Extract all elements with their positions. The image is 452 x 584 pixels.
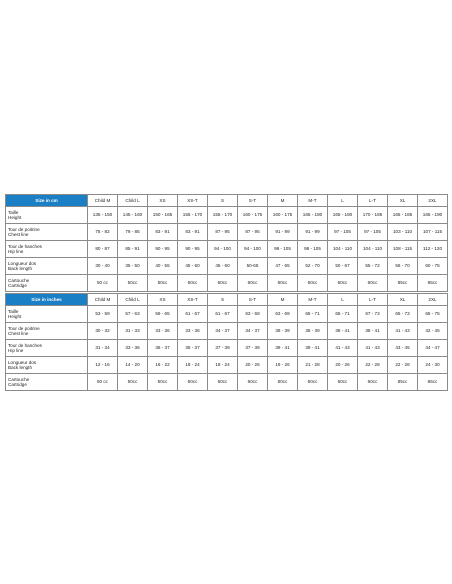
size-value-cell: 85cc <box>388 374 418 391</box>
size-value-cell: 165 - 180 <box>298 207 328 224</box>
size-value-cell: 36 - 39 <box>298 323 328 340</box>
row-label <box>6 224 88 241</box>
size-value-cell: 103 - 110 <box>388 224 418 241</box>
size-value-cell: 57 - 63 <box>118 306 148 323</box>
measurement-row <box>6 207 448 224</box>
size-value-cell: 91 - 99 <box>268 224 298 241</box>
size-value-cell: 98 - 105 <box>268 241 298 258</box>
size-value-cell: 38 - 41 <box>328 323 358 340</box>
row-label-en: Chest line <box>8 232 29 237</box>
size-header: Child M <box>88 195 118 207</box>
measurement-row <box>6 224 448 241</box>
row-label-en: Hip line <box>8 348 24 353</box>
size-value-cell: 165 - 185 <box>388 207 418 224</box>
row-label <box>6 323 88 340</box>
size-value-cell: 24 - 30 <box>418 357 448 374</box>
size-header: XS-T <box>178 294 208 306</box>
size-value-cell: 39 - 41 <box>268 340 298 357</box>
size-header: 2XL <box>418 294 448 306</box>
size-value-cell: 50-65 <box>238 258 268 275</box>
size-value-cell: 60cc <box>298 374 328 391</box>
measurement-row <box>6 275 448 292</box>
size-value-cell: 19 - 26 <box>268 357 298 374</box>
size-value-cell: 31 - 33 <box>118 323 148 340</box>
row-label-fr: Longueur dos <box>8 260 37 266</box>
size-header: XS <box>148 294 178 306</box>
size-value-cell: 31 - 34 <box>88 340 118 357</box>
size-value-cell: 41 - 43 <box>328 340 358 357</box>
size-value-cell: 87 - 95 <box>208 224 238 241</box>
size-value-cell: 85cc <box>388 275 418 292</box>
size-value-cell: 35 - 37 <box>148 340 178 357</box>
row-label-en: Cartridge <box>8 283 27 288</box>
size-value-cell: 60cc <box>208 275 238 292</box>
size-value-cell: 160 - 175 <box>238 207 268 224</box>
size-value-cell: 41 - 43 <box>358 340 388 357</box>
size-value-cell: 38 - 41 <box>358 323 388 340</box>
size-value-cell: 107 - 115 <box>418 224 448 241</box>
size-header: XS <box>148 195 178 207</box>
size-value-cell: 35 - 50 <box>118 258 148 275</box>
size-value-cell: 37 - 39 <box>208 340 238 357</box>
size-value-cell: 35 - 37 <box>178 340 208 357</box>
size-value-cell: 90 - 95 <box>148 241 178 258</box>
size-value-cell: 94 - 100 <box>238 241 268 258</box>
size-value-cell: 40 - 55 <box>148 258 178 275</box>
size-value-cell: 63 - 69 <box>268 306 298 323</box>
size-value-cell: 45 - 60 <box>178 258 208 275</box>
size-value-cell: 55 - 72 <box>358 258 388 275</box>
size-header: Child L <box>118 195 148 207</box>
row-label <box>6 275 88 292</box>
size-header: S <box>208 195 238 207</box>
size-value-cell: 50 cc <box>88 374 118 391</box>
row-label-en: Back length <box>8 365 33 370</box>
size-value-cell: 83 - 91 <box>178 224 208 241</box>
size-value-cell: 94 - 100 <box>208 241 238 258</box>
row-label <box>6 207 88 224</box>
unit-header: Size in cm <box>6 195 88 207</box>
size-value-cell: 108 - 115 <box>388 241 418 258</box>
measurement-row <box>6 306 448 323</box>
size-value-cell: 50cc <box>118 275 148 292</box>
row-label <box>6 374 88 391</box>
unit-header: Size in inches <box>6 294 88 306</box>
size-value-cell: 60cc <box>328 275 358 292</box>
measurement-row <box>6 258 448 275</box>
size-value-cell: 60cc <box>208 374 238 391</box>
size-value-cell: 43 - 45 <box>388 340 418 357</box>
size-header: Child M <box>88 294 118 306</box>
size-value-cell: 18 - 24 <box>208 357 238 374</box>
row-label-en: Height <box>8 215 22 220</box>
size-value-cell: 155 - 170 <box>208 207 238 224</box>
size-value-cell: 75 - 82 <box>88 224 118 241</box>
size-value-cell: 80 - 87 <box>88 241 118 258</box>
size-value-cell: 18 - 24 <box>178 357 208 374</box>
size-header: XS-T <box>178 195 208 207</box>
size-value-cell: 60cc <box>238 374 268 391</box>
size-value-cell: 91 - 99 <box>298 224 328 241</box>
size-value-cell: 12 - 16 <box>88 357 118 374</box>
size-value-cell: 170 - 185 <box>358 207 388 224</box>
row-label-en: Cartridge <box>8 382 27 387</box>
size-value-cell: 50cc <box>148 374 178 391</box>
size-value-cell: 33 - 36 <box>118 340 148 357</box>
row-label-fr: Longueur dos <box>8 359 37 365</box>
measurement-row <box>6 357 448 374</box>
row-label <box>6 258 88 275</box>
size-value-cell: 50cc <box>118 374 148 391</box>
size-value-cell: 65 - 71 <box>328 306 358 323</box>
size-value-cell: 16 - 22 <box>148 357 178 374</box>
measurement-row <box>6 323 448 340</box>
size-value-cell: 60cc <box>238 275 268 292</box>
row-label-en: Back length <box>8 266 33 271</box>
size-value-cell: 63 - 69 <box>238 306 268 323</box>
size-value-cell: 45 - 60 <box>208 258 238 275</box>
row-label <box>6 306 88 323</box>
size-value-cell: 33 - 36 <box>148 323 178 340</box>
size-header: L <box>328 195 358 207</box>
measurement-row <box>6 241 448 258</box>
size-value-cell: 60cc <box>268 275 298 292</box>
size-value-cell: 30 - 40 <box>88 258 118 275</box>
size-value-cell: 135 - 150 <box>88 207 118 224</box>
size-header: M <box>268 294 298 306</box>
size-value-cell: 165 - 180 <box>328 207 358 224</box>
size-value-cell: 160 - 175 <box>268 207 298 224</box>
size-value-cell: 85cc <box>418 374 448 391</box>
size-value-cell: 14 - 20 <box>118 357 148 374</box>
size-value-cell: 60cc <box>358 374 388 391</box>
size-table-inches <box>5 293 448 391</box>
size-header: M-T <box>298 195 328 207</box>
size-header: M-T <box>298 294 328 306</box>
size-value-cell: 50cc <box>148 275 178 292</box>
size-value-cell: 60cc <box>328 374 358 391</box>
size-value-cell: 97 - 105 <box>328 224 358 241</box>
size-value-cell: 50 cc <box>88 275 118 292</box>
row-label <box>6 340 88 357</box>
size-value-cell: 44 - 47 <box>418 340 448 357</box>
size-header: XL <box>388 294 418 306</box>
row-label-fr: Taille <box>8 209 19 215</box>
size-header: S-T <box>238 294 268 306</box>
size-value-cell: 60cc <box>298 275 328 292</box>
row-label <box>6 357 88 374</box>
size-value-cell: 33 - 36 <box>178 323 208 340</box>
size-value-cell: 52 - 70 <box>298 258 328 275</box>
row-label-fr: Taille <box>8 308 19 314</box>
size-value-cell: 104 - 110 <box>328 241 358 258</box>
size-header: L-T <box>358 294 388 306</box>
size-value-cell: 165 - 190 <box>418 207 448 224</box>
row-label-fr: Tour de hanches <box>8 342 42 348</box>
row-label-en: Hip line <box>8 249 24 254</box>
row-label-fr: Tour de poitrine <box>8 325 40 331</box>
measurement-row <box>6 340 448 357</box>
size-value-cell: 97 - 105 <box>358 224 388 241</box>
size-value-cell: 87 - 95 <box>238 224 268 241</box>
size-value-cell: 67 - 73 <box>358 306 388 323</box>
size-header: 2XL <box>418 195 448 207</box>
size-value-cell: 34 - 37 <box>238 323 268 340</box>
size-value-cell: 30 - 32 <box>88 323 118 340</box>
size-value-cell: 145 - 160 <box>118 207 148 224</box>
size-value-cell: 61 - 67 <box>178 306 208 323</box>
size-value-cell: 60 - 75 <box>418 258 448 275</box>
size-value-cell: 34 - 37 <box>208 323 238 340</box>
size-header: XL <box>388 195 418 207</box>
row-label-en: Chest line <box>8 331 29 336</box>
row-label <box>6 241 88 258</box>
size-value-cell: 85 - 91 <box>118 241 148 258</box>
row-label-fr: Cartouche <box>8 277 30 283</box>
size-value-cell: 98 - 105 <box>298 241 328 258</box>
size-value-cell: 65 - 73 <box>388 306 418 323</box>
header-row <box>6 195 448 207</box>
size-value-cell: 37 - 39 <box>238 340 268 357</box>
size-header: Child L <box>118 294 148 306</box>
size-value-cell: 59 - 65 <box>148 306 178 323</box>
size-value-cell: 42 - 45 <box>418 323 448 340</box>
size-value-cell: 60cc <box>178 275 208 292</box>
size-value-cell: 22 - 28 <box>388 357 418 374</box>
size-header: S-T <box>238 195 268 207</box>
size-header: L <box>328 294 358 306</box>
row-label-en: Height <box>8 314 22 319</box>
size-value-cell: 20 - 26 <box>238 357 268 374</box>
size-value-cell: 22 - 28 <box>358 357 388 374</box>
measurement-row <box>6 374 448 391</box>
size-table-cm <box>5 194 448 292</box>
size-value-cell: 36 - 39 <box>268 323 298 340</box>
size-value-cell: 79 - 85 <box>118 224 148 241</box>
size-value-cell: 65 - 75 <box>418 306 448 323</box>
row-label-fr: Tour de poitrine <box>8 226 40 232</box>
size-value-cell: 65 - 71 <box>298 306 328 323</box>
row-label-fr: Cartouche <box>8 376 30 382</box>
size-value-cell: 50 - 67 <box>328 258 358 275</box>
size-value-cell: 155 - 170 <box>178 207 208 224</box>
size-value-cell: 61 - 67 <box>208 306 238 323</box>
size-value-cell: 20 - 26 <box>328 357 358 374</box>
row-label-fr: Tour de hanches <box>8 243 42 249</box>
header-row <box>6 294 448 306</box>
size-header: S <box>208 294 238 306</box>
size-value-cell: 56 - 70 <box>388 258 418 275</box>
size-value-cell: 39 - 41 <box>298 340 328 357</box>
size-value-cell: 53 - 59 <box>88 306 118 323</box>
size-value-cell: 104 - 110 <box>358 241 388 258</box>
size-value-cell: 41 - 43 <box>388 323 418 340</box>
size-value-cell: 47 - 65 <box>268 258 298 275</box>
size-value-cell: 112 - 120 <box>418 241 448 258</box>
size-value-cell: 21 - 28 <box>298 357 328 374</box>
size-value-cell: 60cc <box>268 374 298 391</box>
size-value-cell: 83 - 91 <box>148 224 178 241</box>
size-header: L-T <box>358 195 388 207</box>
size-value-cell: 90 - 95 <box>178 241 208 258</box>
size-value-cell: 150 - 165 <box>148 207 178 224</box>
size-value-cell: 85cc <box>418 275 448 292</box>
size-value-cell: 60cc <box>358 275 388 292</box>
size-header: M <box>268 195 298 207</box>
size-value-cell: 60cc <box>178 374 208 391</box>
